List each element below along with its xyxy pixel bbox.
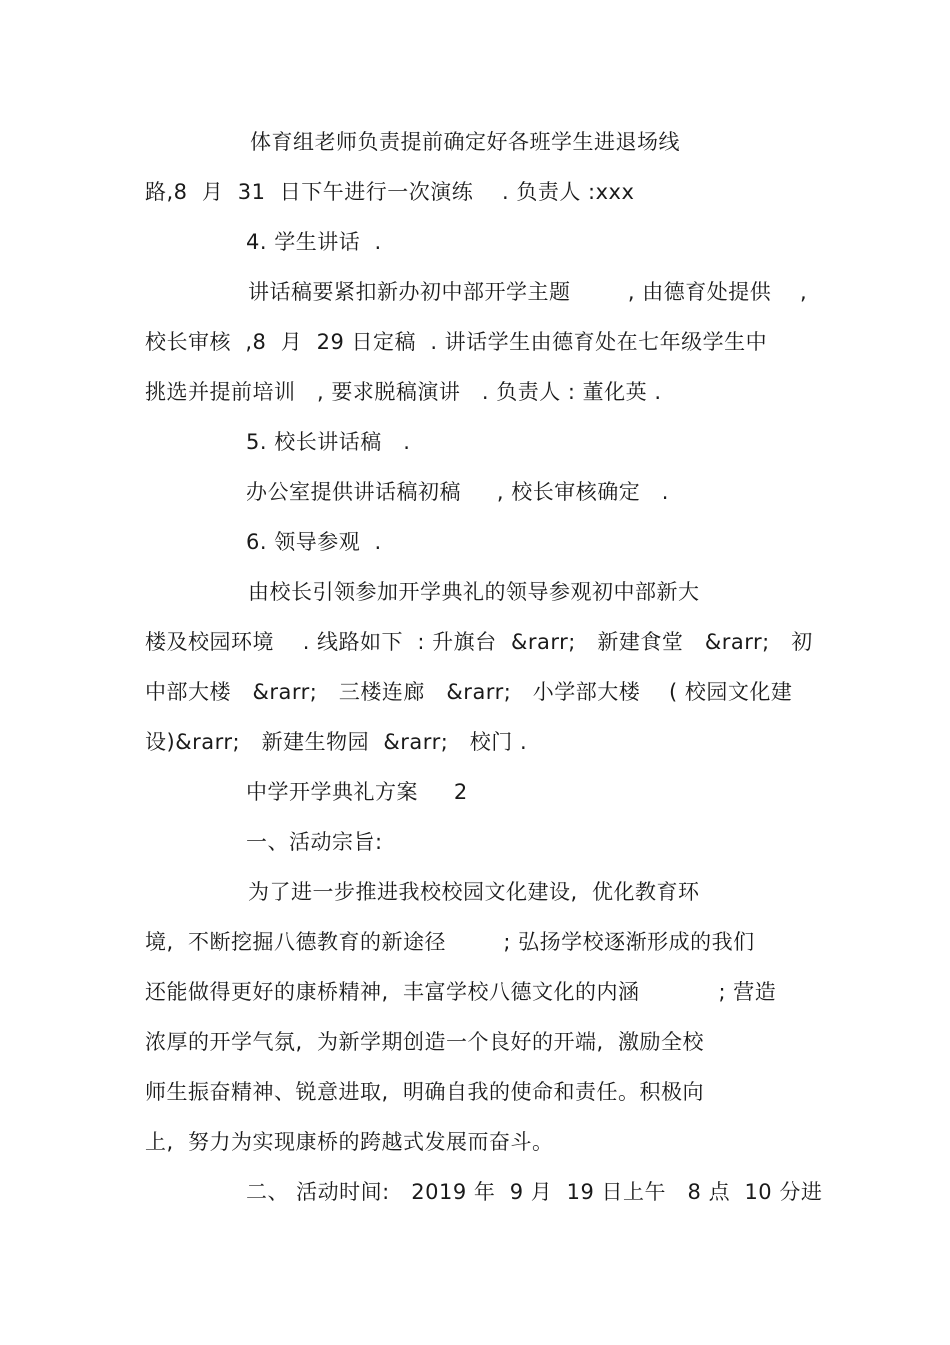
text-line: 中部大楼 &rarr; 三楼连廊 &rarr; 小学部大楼 ( 校园文化建 [145, 680, 793, 704]
text-line: 境, 不断挖掘八德教育的新途径 ; 弘扬学校逐渐形成的我们 [145, 930, 755, 954]
text-line: 上, 努力为实现康桥的跨越式发展而奋斗。 [145, 1130, 554, 1154]
text-line: 挑选并提前培训 , 要求脱稿演讲 . 负责人 : 董化英 . [145, 380, 662, 404]
text-line: 办公室提供讲话稿初稿 , 校长审核确定 . [246, 480, 669, 504]
text-line: 5. 校长讲话稿 . [246, 430, 411, 454]
text-line: 体育组老师负责提前确定好各班学生进退场线 [250, 130, 680, 154]
text-line: 6. 领导参观 . [246, 530, 382, 554]
text-line: 设)&rarr; 新建生物园 &rarr; 校门 . [145, 730, 528, 754]
text-line: 楼及校园环境 . 线路如下 : 升旗台 &rarr; 新建食堂 &rarr; 初 [145, 630, 813, 654]
text-line: 路,8 月 31 日下午进行一次演练 . 负责人 :xxx [145, 180, 635, 204]
text-line: 为了进一步推进我校校园文化建设, 优化教育环 [248, 880, 700, 904]
section-heading: 二、 活动时间: 2019 年 9 月 19 日上午 8 点 10 分进 [246, 1180, 823, 1204]
text-line: 讲话稿要紧扣新办初中部开学主题 , 由德育处提供 , [248, 280, 808, 304]
text-line: 师生振奋精神、锐意进取, 明确自我的使命和责任。积极向 [145, 1080, 705, 1104]
text-line: 浓厚的开学气氛, 为新学期创造一个良好的开端, 激励全校 [145, 1030, 705, 1054]
section-title: 中学开学典礼方案 2 [246, 780, 468, 804]
text-line: 校长审核 ,8 月 29 日定稿 . 讲话学生由德育处在七年级学生中 [145, 330, 768, 354]
text-line: 还能做得更好的康桥精神, 丰富学校八德文化的内涵 ; 营造 [145, 980, 777, 1004]
section-heading: 一、活动宗旨: [246, 830, 383, 854]
text-line: 4. 学生讲话 . [246, 230, 382, 254]
text-line: 由校长引领参加开学典礼的领导参观初中部新大 [248, 580, 700, 604]
